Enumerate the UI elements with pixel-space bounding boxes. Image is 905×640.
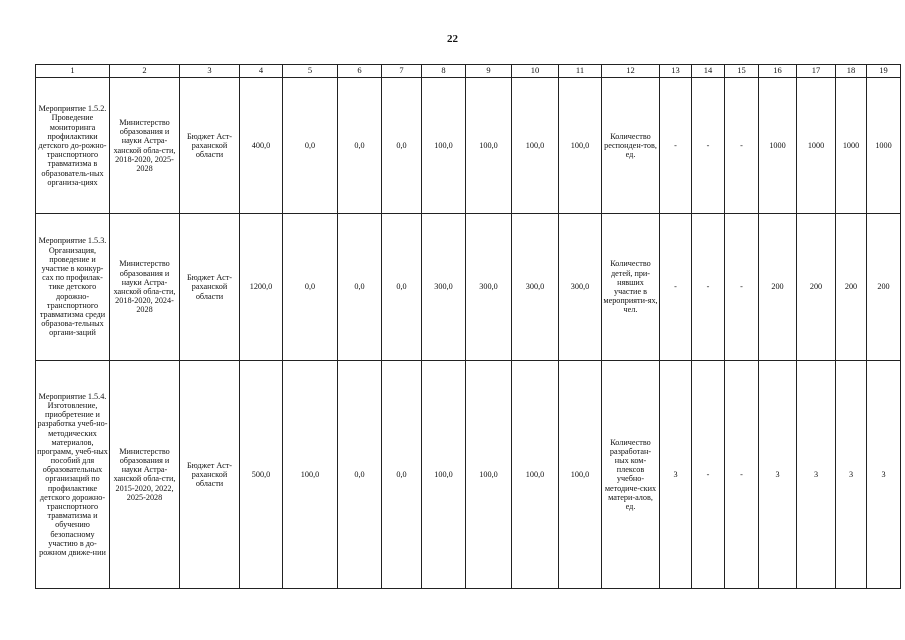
funding-source-cell: Бюджет Аст-раханской области [180, 360, 240, 588]
column-number: 1 [36, 65, 110, 78]
event-cell: Мероприятие 1.5.4. Изготовление, приобретение и разработка учеб-но-методических материалов, программ, учеб-ных пособий для образовательных организаций по профилактике детского дорожно-транспортного травматизма и обучению безопасному участию в до-рожном движе-нии [36, 360, 110, 588]
column-number: 2 [110, 65, 180, 78]
year-value-cell: 300,0 [422, 213, 466, 360]
year-value-cell: 0,0 [382, 213, 422, 360]
indicator-value-cell: - [725, 78, 759, 214]
executor-cell: Министерство образования и науки Астра-ханской обла-сти, 2015-2020, 2022, 2025-2028 [110, 360, 180, 588]
year-value-cell: 0,0 [283, 213, 338, 360]
executor-cell: Министерство образования и науки Астра-ханской обла-сти, 2018-2020, 2025-2028 [110, 78, 180, 214]
table-row [36, 213, 901, 360]
program-table [35, 64, 901, 589]
total-cell: 500,0 [240, 360, 283, 588]
year-value-cell: 300,0 [512, 213, 559, 360]
event-cell: Мероприятие 1.5.3. Организация, проведение и участие в конкур-сах по профилак-тике детского дорожно-транспортного травматизма среди образова-тельных органи-заций [36, 213, 110, 360]
year-value-cell: 0,0 [382, 78, 422, 214]
column-number: 3 [180, 65, 240, 78]
year-value-cell: 100,0 [283, 360, 338, 588]
indicator-value-cell: 3 [797, 360, 836, 588]
page-number: 22 [447, 33, 458, 45]
event-cell: Мероприятие 1.5.2. Проведение мониторинга профилактики детского до-рожно-транспортного травматизма в образователь-ных организа-циях [36, 78, 110, 214]
column-number: 16 [759, 65, 797, 78]
total-cell: 1200,0 [240, 213, 283, 360]
year-value-cell: 100,0 [422, 360, 466, 588]
year-value-cell: 100,0 [466, 78, 512, 214]
column-number: 15 [725, 65, 759, 78]
column-number: 12 [602, 65, 660, 78]
column-number: 5 [283, 65, 338, 78]
column-number: 18 [836, 65, 867, 78]
indicator-value-cell: - [692, 78, 725, 214]
column-number-row [36, 65, 901, 78]
indicator-value-cell: 3 [660, 360, 692, 588]
column-number: 9 [466, 65, 512, 78]
indicator-value-cell: - [725, 360, 759, 588]
indicator-value-cell: 200 [759, 213, 797, 360]
indicator-value-cell: 1000 [759, 78, 797, 214]
year-value-cell: 300,0 [559, 213, 602, 360]
column-number: 4 [240, 65, 283, 78]
year-value-cell: 0,0 [338, 213, 382, 360]
year-value-cell: 100,0 [559, 78, 602, 214]
year-value-cell: 100,0 [466, 360, 512, 588]
table-row [36, 78, 901, 214]
year-value-cell: 0,0 [283, 78, 338, 214]
indicator-value-cell: 3 [759, 360, 797, 588]
indicator-value-cell: 1000 [867, 78, 901, 214]
indicator-value-cell: - [692, 213, 725, 360]
table-row [36, 360, 901, 588]
column-number: 10 [512, 65, 559, 78]
year-value-cell: 0,0 [338, 78, 382, 214]
year-value-cell: 0,0 [382, 360, 422, 588]
indicator-value-cell: - [660, 78, 692, 214]
indicator-cell: Количество детей, при-нявших участие в мероприяти-ях, чел. [602, 213, 660, 360]
year-value-cell: 100,0 [512, 78, 559, 214]
indicator-value-cell: 200 [797, 213, 836, 360]
indicator-value-cell: 1000 [836, 78, 867, 214]
total-cell: 400,0 [240, 78, 283, 214]
year-value-cell: 100,0 [559, 360, 602, 588]
indicator-cell: Количество респонден-тов, ед. [602, 78, 660, 214]
column-number: 14 [692, 65, 725, 78]
indicator-cell: Количество разработан-ных ком-плексов учебно-методиче-ских матери-алов, ед. [602, 360, 660, 588]
column-number: 8 [422, 65, 466, 78]
column-number: 6 [338, 65, 382, 78]
year-value-cell: 300,0 [466, 213, 512, 360]
executor-cell: Министерство образования и науки Астра-ханской обла-сти, 2018-2020, 2024-2028 [110, 213, 180, 360]
funding-source-cell: Бюджет Аст-раханской области [180, 78, 240, 214]
funding-source-cell: Бюджет Аст-раханской области [180, 213, 240, 360]
indicator-value-cell: - [692, 360, 725, 588]
column-number: 7 [382, 65, 422, 78]
year-value-cell: 0,0 [338, 360, 382, 588]
year-value-cell: 100,0 [422, 78, 466, 214]
indicator-value-cell: 200 [836, 213, 867, 360]
indicator-value-cell: 3 [867, 360, 901, 588]
indicator-value-cell: 3 [836, 360, 867, 588]
column-number: 13 [660, 65, 692, 78]
indicator-value-cell: 1000 [797, 78, 836, 214]
column-number: 19 [867, 65, 901, 78]
indicator-value-cell: - [725, 213, 759, 360]
indicator-value-cell: - [660, 213, 692, 360]
indicator-value-cell: 200 [867, 213, 901, 360]
column-number: 17 [797, 65, 836, 78]
column-number: 11 [559, 65, 602, 78]
year-value-cell: 100,0 [512, 360, 559, 588]
